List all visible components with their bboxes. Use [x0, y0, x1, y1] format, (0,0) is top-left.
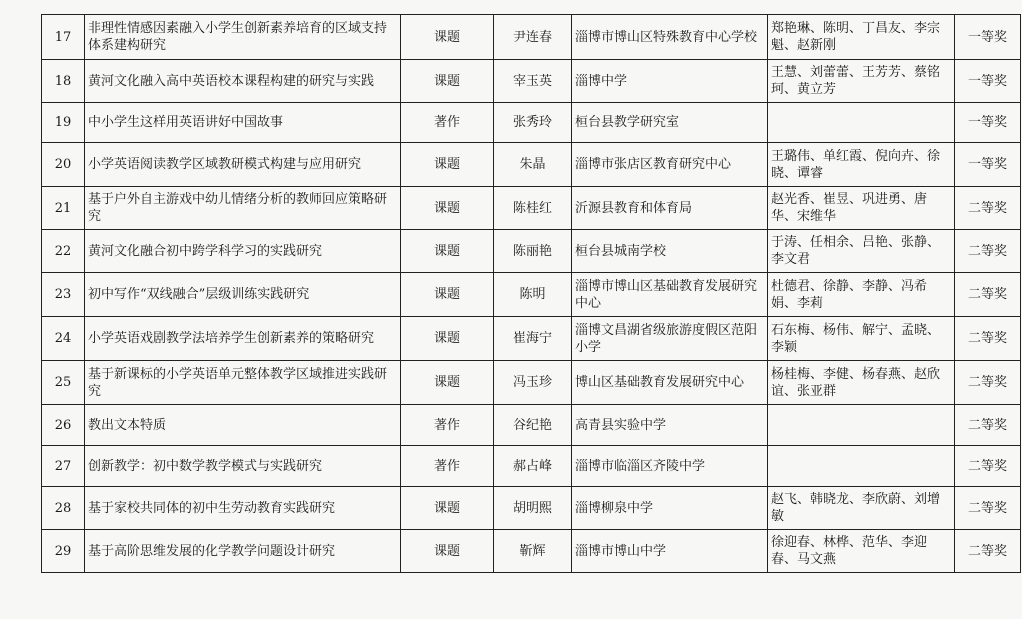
achievement-type-cell: 课题 [401, 187, 494, 230]
table-row [42, 446, 1021, 487]
row-number-cell: 23 [42, 273, 85, 317]
award-level-cell: 二等奖 [955, 273, 1021, 317]
team-members-cell: 赵光香、崔昱、巩进勇、唐华、宋维华 [768, 187, 955, 230]
host-name-cell: 陈桂红 [494, 187, 572, 230]
project-title-cell: 非理性情感因素融入小学生创新素养培育的区域支持体系建构研究 [85, 15, 401, 60]
project-title-cell: 教出文本特质 [85, 405, 401, 446]
row-number-cell: 17 [42, 15, 85, 60]
achievement-type-cell: 课题 [401, 230, 494, 273]
achievement-type-cell: 课题 [401, 273, 494, 317]
organization-cell: 淄博中学 [572, 60, 768, 103]
organization-cell: 博山区基础教育发展研究中心 [572, 361, 768, 405]
team-members-cell [768, 103, 955, 143]
organization-cell: 沂源县教育和体育局 [572, 187, 768, 230]
table-row [42, 530, 1021, 573]
table-row [42, 487, 1021, 530]
project-title-cell: 黄河文化融入高中英语校本课程构建的研究与实践 [85, 60, 401, 103]
table-row [42, 317, 1021, 361]
project-title-cell: 基于户外自主游戏中幼儿情绪分析的教师回应策略研究 [85, 187, 401, 230]
host-name-cell: 宰玉英 [494, 60, 572, 103]
table-row [42, 15, 1021, 60]
team-members-cell: 王璐伟、单红霞、倪向卉、徐晓、谭睿 [768, 143, 955, 187]
team-members-cell: 石东梅、杨伟、解宁、孟晓、李颖 [768, 317, 955, 361]
award-level-cell: 二等奖 [955, 187, 1021, 230]
achievement-type-cell: 著作 [401, 103, 494, 143]
host-name-cell: 崔海宁 [494, 317, 572, 361]
table-row [42, 230, 1021, 273]
award-level-cell: 二等奖 [955, 317, 1021, 361]
award-level-cell: 二等奖 [955, 405, 1021, 446]
team-members-cell: 于涛、任相余、吕艳、张静、李文君 [768, 230, 955, 273]
organization-cell: 高青县实验中学 [572, 405, 768, 446]
organization-cell: 桓台县城南学校 [572, 230, 768, 273]
project-title-cell: 基于高阶思维发展的化学教学问题设计研究 [85, 530, 401, 573]
award-level-cell: 二等奖 [955, 530, 1021, 573]
host-name-cell: 胡明熙 [494, 487, 572, 530]
achievement-type-cell: 课题 [401, 530, 494, 573]
host-name-cell: 尹连春 [494, 15, 572, 60]
award-level-cell: 二等奖 [955, 230, 1021, 273]
achievement-type-cell: 课题 [401, 15, 494, 60]
team-members-cell: 赵飞、韩晓龙、李欣蔚、刘增敏 [768, 487, 955, 530]
host-name-cell: 谷纪艳 [494, 405, 572, 446]
achievement-type-cell: 课题 [401, 143, 494, 187]
award-level-cell: 一等奖 [955, 103, 1021, 143]
award-level-cell: 一等奖 [955, 60, 1021, 103]
project-title-cell: 基于家校共同体的初中生劳动教育实践研究 [85, 487, 401, 530]
row-number-cell: 24 [42, 317, 85, 361]
award-level-cell: 二等奖 [955, 446, 1021, 487]
table-row [42, 103, 1021, 143]
table-body [42, 15, 1021, 573]
row-number-cell: 21 [42, 187, 85, 230]
team-members-cell [768, 446, 955, 487]
organization-cell: 淄博市博山区基础教育发展研究中心 [572, 273, 768, 317]
project-title-cell: 基于新课标的小学英语单元整体教学区域推进实践研究 [85, 361, 401, 405]
award-level-cell: 二等奖 [955, 361, 1021, 405]
row-number-cell: 25 [42, 361, 85, 405]
row-number-cell: 22 [42, 230, 85, 273]
team-members-cell: 郑艳琳、陈明、丁昌友、李宗魁、赵新刚 [768, 15, 955, 60]
row-number-cell: 29 [42, 530, 85, 573]
team-members-cell: 王慧、刘蕾蕾、王芳芳、蔡铭珂、黄立芳 [768, 60, 955, 103]
achievement-type-cell: 课题 [401, 361, 494, 405]
team-members-cell: 杨桂梅、李健、杨春燕、赵欣谊、张亚群 [768, 361, 955, 405]
table-row [42, 143, 1021, 187]
organization-cell: 淄博市张店区教育研究中心 [572, 143, 768, 187]
achievement-type-cell: 课题 [401, 60, 494, 103]
award-level-cell: 一等奖 [955, 15, 1021, 60]
project-title-cell: 小学英语阅读教学区域教研模式构建与应用研究 [85, 143, 401, 187]
row-number-cell: 26 [42, 405, 85, 446]
host-name-cell: 陈明 [494, 273, 572, 317]
organization-cell: 淄博市博山中学 [572, 530, 768, 573]
host-name-cell: 陈丽艳 [494, 230, 572, 273]
table-row [42, 361, 1021, 405]
project-title-cell: 中小学生这样用英语讲好中国故事 [85, 103, 401, 143]
table-row [42, 405, 1021, 446]
host-name-cell: 郝占峰 [494, 446, 572, 487]
organization-cell: 淄博文昌湖省级旅游度假区范阳小学 [572, 317, 768, 361]
organization-cell: 桓台县教学研究室 [572, 103, 768, 143]
host-name-cell: 冯玉珍 [494, 361, 572, 405]
awards-table [41, 14, 1021, 573]
host-name-cell: 靳辉 [494, 530, 572, 573]
host-name-cell: 朱晶 [494, 143, 572, 187]
host-name-cell: 张秀玲 [494, 103, 572, 143]
award-level-cell: 二等奖 [955, 487, 1021, 530]
row-number-cell: 18 [42, 60, 85, 103]
table-row [42, 273, 1021, 317]
table-row [42, 187, 1021, 230]
organization-cell: 淄博市临淄区齐陵中学 [572, 446, 768, 487]
achievement-type-cell: 著作 [401, 446, 494, 487]
row-number-cell: 19 [42, 103, 85, 143]
project-title-cell: 小学英语戏剧教学法培养学生创新素养的策略研究 [85, 317, 401, 361]
achievement-type-cell: 课题 [401, 487, 494, 530]
project-title-cell: 初中写作“双线融合”层级训练实践研究 [85, 273, 401, 317]
team-members-cell: 徐迎春、林桦、范华、李迎春、马文燕 [768, 530, 955, 573]
table-row [42, 60, 1021, 103]
row-number-cell: 20 [42, 143, 85, 187]
project-title-cell: 创新教学：初中数学教学模式与实践研究 [85, 446, 401, 487]
achievement-type-cell: 课题 [401, 317, 494, 361]
organization-cell: 淄博市博山区特殊教育中心学校 [572, 15, 768, 60]
row-number-cell: 27 [42, 446, 85, 487]
organization-cell: 淄博柳泉中学 [572, 487, 768, 530]
project-title-cell: 黄河文化融合初中跨学科学习的实践研究 [85, 230, 401, 273]
row-number-cell: 28 [42, 487, 85, 530]
achievement-type-cell: 著作 [401, 405, 494, 446]
award-level-cell: 一等奖 [955, 143, 1021, 187]
team-members-cell [768, 405, 955, 446]
team-members-cell: 杜德君、徐静、李静、冯希娟、李莉 [768, 273, 955, 317]
